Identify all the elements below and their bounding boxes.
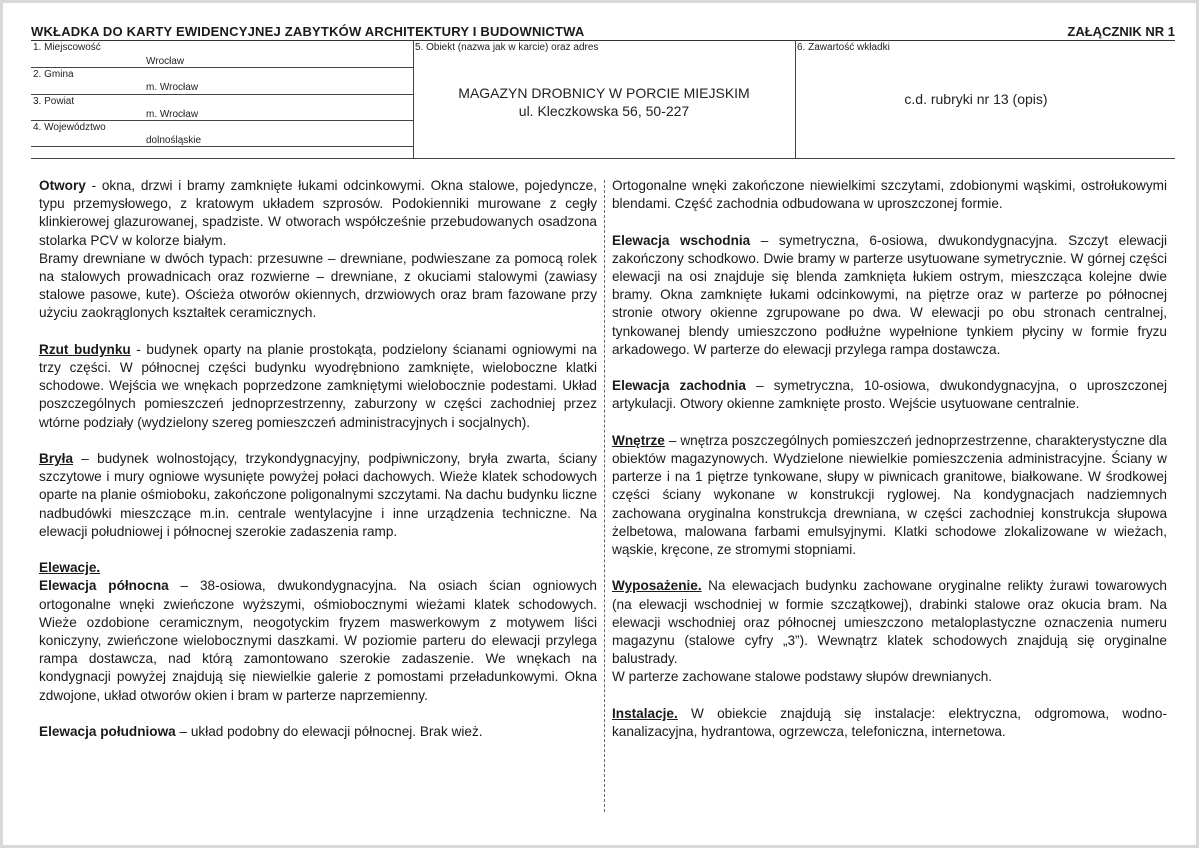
heading-wyposazenie: Wyposażenie. [612,578,702,594]
locality-value: Wrocław [146,56,185,67]
text-wnetrze: – wnętrza poszczególnych pomieszczeń jednoprzestrzenne, charakterystyczne dla obiektów magazynowych. Wydzielone niewielkie pomieszczenia administracyjne. Ściany w parterze i na 1 piętrze tynkowane, słupy w piwnicach granitowe, białkowane. W środkowej części ściany wykonane w konstrukcji ryglowej. Na kondygnacjach nadziemnych zachowana oryginalna konstrukcja drewniana, w części zachodniej konstrukcja słupowa żelbetowa, malowana farbami emulsyjnymi. Klatki schodowe zlokalizowane w wieżach, wąskie, kręcone, ze stromymi stopniami. [612,432,1167,558]
county-value: m. Wrocław [146,109,199,120]
section-otwory-gates [39,250,597,323]
annex-label: ZAŁĄCZNIK NR 1 [1067,24,1175,39]
text-intro: Ortogonalne wnęki zakończone niewielkimi szczytami, zdobionymi wąskimi, ostrołukowymi blendami. Część zachodnia odbudowana w uproszczonej formie. [612,178,1167,212]
header-rule [31,40,1175,41]
section-instalacje [612,705,1167,741]
section-elewacja-polnocna [39,577,597,704]
text-wyposazenie: Na elewacjach budynku zachowane oryginalne relikty żurawi towarowych (na elewacji wschodniej w formie szczątkowej), drabinki stalowe oraz okucia bram. Na elewacji wschodniej oraz północnej umieszczono metaloplastyczne oznaczenia numeru magazynu (stalowe cyfry „3”). Wewnątrz klatek schodowych znajdują się oryginalne balustrady. [612,578,1167,667]
section-otwory [39,177,597,250]
object-address: ul. Kleczkowska 56, 50-227 [518,103,690,119]
heading-rzut: Rzut budynku [39,341,131,357]
county-label: 3. Powiat [33,96,75,107]
section-elewacja-poludniowa [39,723,597,741]
locality-rule [31,67,413,68]
heading-elewacje: Elewacje. [39,560,101,576]
section-rzut [39,341,597,432]
heading-elewacja-polnocna: Elewacja północna [39,578,169,594]
section-wyposazenie-2 [612,668,1167,686]
contents-label: 6. Zawartość wkładki [797,42,890,53]
voivodeship-value: dolnośląskie [146,135,202,146]
heading-elewacja-zachodnia: Elewacja zachodnia [612,378,746,394]
commune-label: 2. Gmina [33,69,74,80]
object-name-block [413,84,795,120]
object-label: 5. Obiekt (nazwa jak w karcie) oraz adres [415,42,599,53]
locality-label: 1. Miejscowość [33,42,101,53]
section-elewacja-zachodnia [612,377,1167,413]
text-rzut: - budynek oparty na planie prostokąta, podzielony ścianami ogniowymi na trzy części. W północnej części budynku wyodrębniono zamknięte, wieloboczne klatki schodowe. Wejścia we wnękach poprzedzone zamkniętymi wielobocznie podestami. Układ poszczególnych pomieszczeń jednoprzestrzenny, zaburzony w części zachodniej przez wtórne podziały (wydzielony szereg pomieszczeń administracyjnych i socjalnych). [39,341,597,430]
commune-value: m. Wrocław [146,82,199,93]
section-elewacja-wschodnia [612,232,1167,359]
document-title: WKŁADKA DO KARTY EWIDENCYJNEJ ZABYTKÓW ARCHITEKTURY I BUDOWNICTWA [31,24,585,39]
text-instalacje: W obiekcie znajdują się instalacje: elektryczna, odgromowa, wodno-kanalizacyjna, hydrantowa, ogrzewcza, telefoniczna, internetowa. [612,705,1167,740]
voivodeship-rule [31,146,413,147]
right-column [612,177,1167,759]
heading-otwory: Otwory [39,178,86,193]
text-otwory-gates: Bramy drewniane w dwóch typach: przesuwne – drewniane, podwieszane za pomocą rolek na stalowych prowadnicach oraz rozwierne – drewniane, z okuciami stalowymi (zawiasy stalowe pasowe, kute). Ościeża otworów okiennych, drzwiowych oraz bram fazowane przy użyciu zaokrąglonych kształtek ceramicznych. [39,250,597,321]
commune-rule [31,94,413,95]
text-bryla: – budynek wolnostojący, trzykondygnacyjny, podpiwniczony, bryła zwarta, ściany szczytowe i mury ogniowe wysunięte powyżej połaci dachowych. Wieże klatek schodowych oparte na planie ośmioboku, zakończone poligonalnymi szczytami. Na dachu budynku liczne nadbudówki mieszczące m.in. centrale wentylacyjne i inne urządzenia techniczne. Na elewacji południowej i północnej szerokie zadaszenia ramp. [39,451,597,539]
county-rule [31,120,413,121]
text-otwory: - okna, drzwi i bramy zamknięte łukami odcinkowymi. Okna stalowe, pojedyncze, typu przemysłowego, z kratowym układem szprosów. Podokienniki murowane z cegły klinkierowej glazurowanej, spadziste. W otworach współcześnie przebudowanych osadzona stolarka PCV w kolorze białym. [39,178,597,248]
text-elewacja-polnocna: – 38-osiowa, dwukondygnacyjna. Na osiach ścian ogniowych ortogonalne wnęki zwieńczone wyższymi, ośmiobocznymi wieżami klatek schodowych. Wieże ozdobione ceramicznym, neogotyckim fryzem maswerkowym z motywem liści koniczyny, zwieńczone wielobocznymi daszkami. W poziomie parteru do elewacji przylega rampa dostawcza, nad którą zamontowano szerokie zadaszenie. We wnękach na kondygnacji powyżej znajdują się niewielkie galerie z pomostami przeładunkowymi. Okna zdwojone, układ otworów okien i bram w parterze naprzemienny. [39,578,597,703]
section-wyposazenie [612,577,1167,668]
contents-value: c.d. rubryki nr 13 (opis) [904,91,1048,107]
left-column [39,177,597,759]
heading-bryla: Bryła [39,451,74,467]
heading-elewacja-wschodnia: Elewacja wschodnia [612,232,751,248]
heading-instalacje: Instalacje. [612,705,678,721]
section-bryla [39,450,597,541]
voivodeship-label: 4. Województwo [33,122,106,133]
text-elewacja-poludniowa: – układ podobny do elewacji północnej. Brak wież. [175,724,483,740]
heading-elewacja-poludniowa: Elewacja południowa [39,724,176,740]
form-bottom-rule [31,158,1175,159]
text-elewacja-zachodnia: – symetryczna, 10-osiowa, dwukondygnacyjna, o uproszczonej artykulacji. Otwory okienne zamknięte prosto. Wejście usytuowane centralnie. [612,378,1167,412]
object-name: MAGAZYN DROBNICY W PORCIE MIEJSKIM [458,85,750,101]
text-elewacja-wschodnia: – symetryczna, 6-osiowa, dwukondygnacyjna. Szczyt elewacji zakończony schodkowo. Dwie bramy w parterze usytuowane symetrycznie. W górnej części elewacji na osi znajduje się blenda zamknięta łukiem ostrym, mieszcząca kolejne dwie bramy. Okna zamknięte łukami odcinkowymi, na piętrze oraz w parterze po północnej stronie otwory okienne zgrupowane po dwa. W elewacji po obu stronach centralnej, tynkowanej blendy umieszczono podłużne wypełnione tynkiem płyciny w formie fryzu arkadowego. W parterze do elewacji przylega rampa dostawcza. [612,232,1167,357]
text-wyposazenie-2: W parterze zachowane stalowe podstawy słupów drewnianych. [612,669,993,685]
section-intro [612,177,1167,213]
section-wnetrze [612,432,1167,559]
section-elewacje [39,559,597,577]
heading-wnetrze: Wnętrze [612,432,665,448]
column-divider [604,180,605,812]
